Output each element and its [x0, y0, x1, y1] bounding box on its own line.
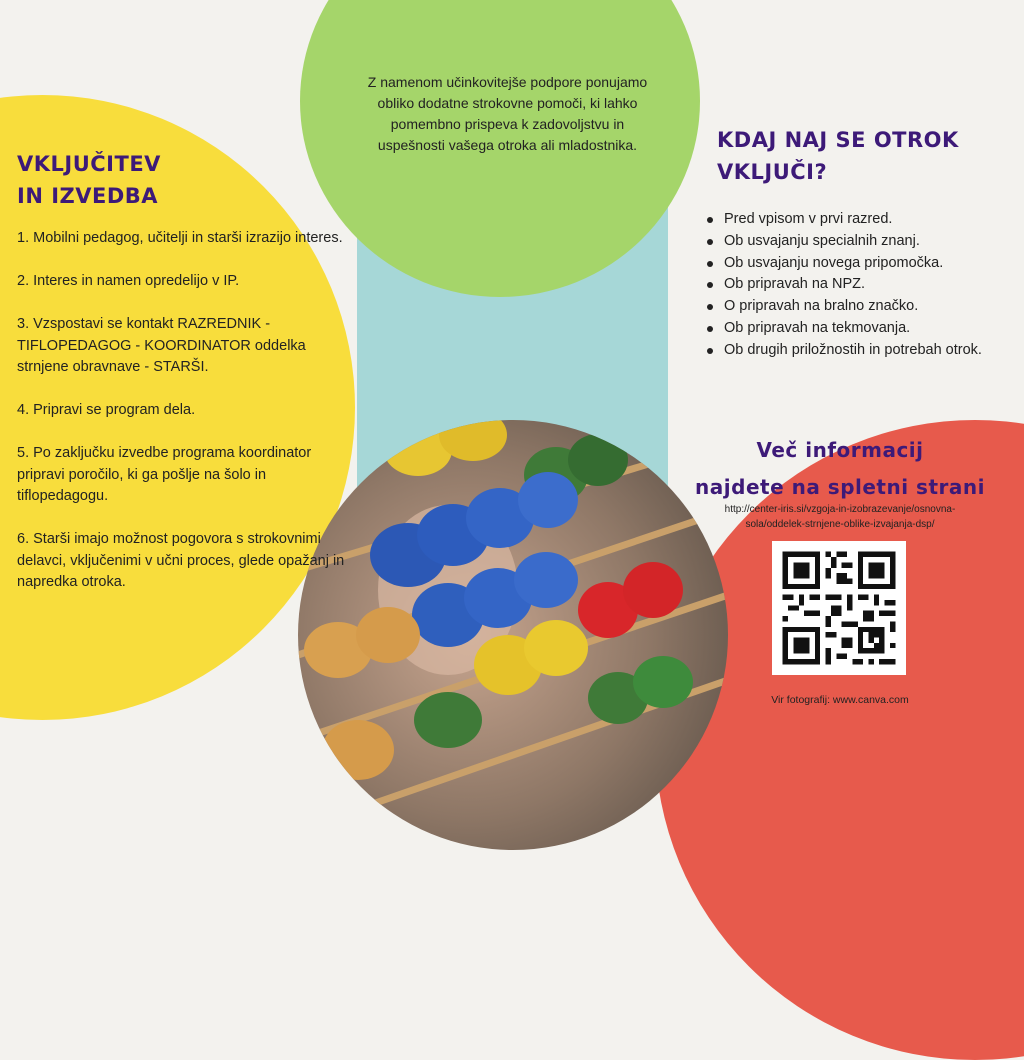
more-info-line2: najdete na spletni strani	[695, 475, 985, 499]
inclusion-heading	[17, 148, 161, 212]
abacus-photo	[298, 420, 728, 850]
step-item: 1. Mobilni pedagog, učitelji in starši izrazijo interes.	[17, 230, 343, 246]
url-line1[interactable]: http://center-iris.si/vzgoja-in-izobrazevanje/osnovna-	[724, 504, 956, 515]
step-item: 2. Interes in namen opredelijo v IP.	[17, 273, 240, 289]
when-list-item: Pred vpisom v prvi razred.	[706, 209, 982, 231]
url-line2[interactable]: sola/oddelek-strnjene-oblike-izvajanja-dsp/	[745, 519, 935, 530]
abacus-image	[298, 420, 728, 850]
more-info-line1: Več informacij	[756, 438, 924, 462]
when-list-item: O pripravah na bralno značko.	[706, 296, 982, 318]
step-item: 4. Pripravi se program dela.	[17, 402, 196, 418]
when-list	[706, 209, 982, 362]
step-item: 3. Vzspostavi se kontakt RAZREDNIK - TIFLOPEDAGOG - KOORDINATOR oddelka strnjene obravnave - STARŠI.	[17, 316, 306, 375]
when-list-item: Ob pripravah na NPZ.	[706, 274, 982, 296]
when-list-item: Ob drugih priložnostih in potrebah otrok.	[706, 340, 982, 362]
more-info-heading	[665, 432, 1015, 506]
when-heading-line1: KDAJ NAJ SE OTROK	[717, 128, 959, 152]
inclusion-heading-line1: VKLJUČITEV	[17, 152, 161, 176]
when-heading	[717, 124, 959, 188]
intro-text: Z namenom učinkovitejše podpore ponujamo obliko dodatne strokovne pomoči, ki lahko pomembno prispeva k zadovoljstvu in uspešnosti vašega otroka ali mladostnika.	[367, 74, 648, 153]
when-list-item: Ob usvajanju specialnih znanj.	[706, 231, 982, 253]
steps-list	[17, 228, 347, 615]
qr-code	[772, 541, 906, 675]
when-heading-line2: VKLJUČI?	[717, 160, 828, 184]
step-item: 6. Starši imajo možnost pogovora s strokovnimi delavci, vključenimi v učni proces, glede opažanj in napredka otroka.	[17, 531, 345, 590]
inclusion-heading-line2: IN IZVEDBA	[17, 184, 159, 208]
website-url[interactable]	[690, 502, 990, 532]
when-list-item: Ob pripravah na tekmovanja.	[706, 318, 982, 340]
photo-credit: Vir fotografij: www.canva.com	[771, 694, 909, 706]
when-list-item: Ob usvajanju novega pripomočka.	[706, 253, 982, 275]
qr-code-icon	[772, 541, 906, 675]
step-item: 5. Po zaključku izvedbe programa koordinator pripravi poročilo, ki ga pošlje na šolo in tiflopedagogu.	[17, 445, 312, 504]
